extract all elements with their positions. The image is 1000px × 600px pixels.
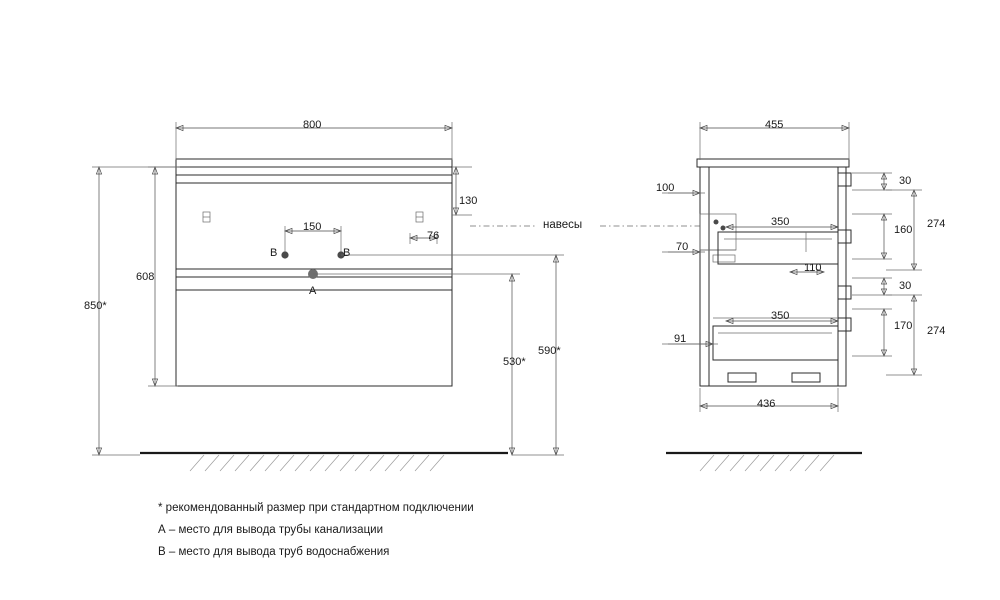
legend-line-1: * рекомендованный размер при стандартном подключении: [158, 502, 474, 514]
dim-front-supply-height: 590*: [538, 345, 561, 357]
dim-side-rail-bottom: 91: [674, 333, 687, 345]
dim-side-drawer1-depth: 350: [771, 216, 790, 228]
front-view-group: [92, 119, 564, 471]
dim-front-top-band: 130: [459, 195, 478, 207]
dim-front-width: 800: [303, 119, 322, 131]
legend-line-3: В – место для вывода труб водоснабжения: [158, 546, 390, 558]
dim-front-total-height: 850*: [84, 300, 107, 312]
marker-b-right: B: [343, 247, 351, 259]
floor-hatch-side: [700, 455, 834, 471]
dim-side-bracket-top: 100: [656, 182, 675, 194]
dim-side-drawer2-total: 274: [927, 325, 946, 337]
point-b-left: [281, 251, 288, 258]
dim-side-drawer2-depth: 350: [771, 310, 790, 322]
dim-side-depth-bottom: 436: [757, 398, 776, 410]
dim-side-mid-gap: 30: [899, 280, 912, 292]
dim-front-drain-height: 530*: [503, 356, 526, 368]
dim-side-drawer1-total: 274: [927, 218, 946, 230]
dim-side-top-offset: 30: [899, 175, 912, 187]
dim-side-inner-offset: 110: [804, 262, 822, 274]
floor-hatch-front: [190, 455, 444, 471]
marker-a: A: [309, 285, 317, 297]
dim-front-b-offset: 76: [427, 230, 440, 242]
dim-side-drawer2-height: 170: [894, 320, 913, 332]
marker-b-left: B: [270, 247, 278, 259]
side-view-group: [662, 119, 922, 471]
dim-front-body-height: 608: [136, 271, 155, 283]
dim-front-b-spacing: 150: [303, 221, 322, 233]
dim-side-drawer1-height: 160: [894, 224, 913, 236]
callout-naves: навесы: [543, 219, 583, 231]
dim-side-rail-top: 70: [676, 241, 689, 253]
legend-line-2: А – место для вывода трубы канализации: [158, 524, 384, 536]
dim-side-depth-top: 455: [765, 119, 784, 131]
